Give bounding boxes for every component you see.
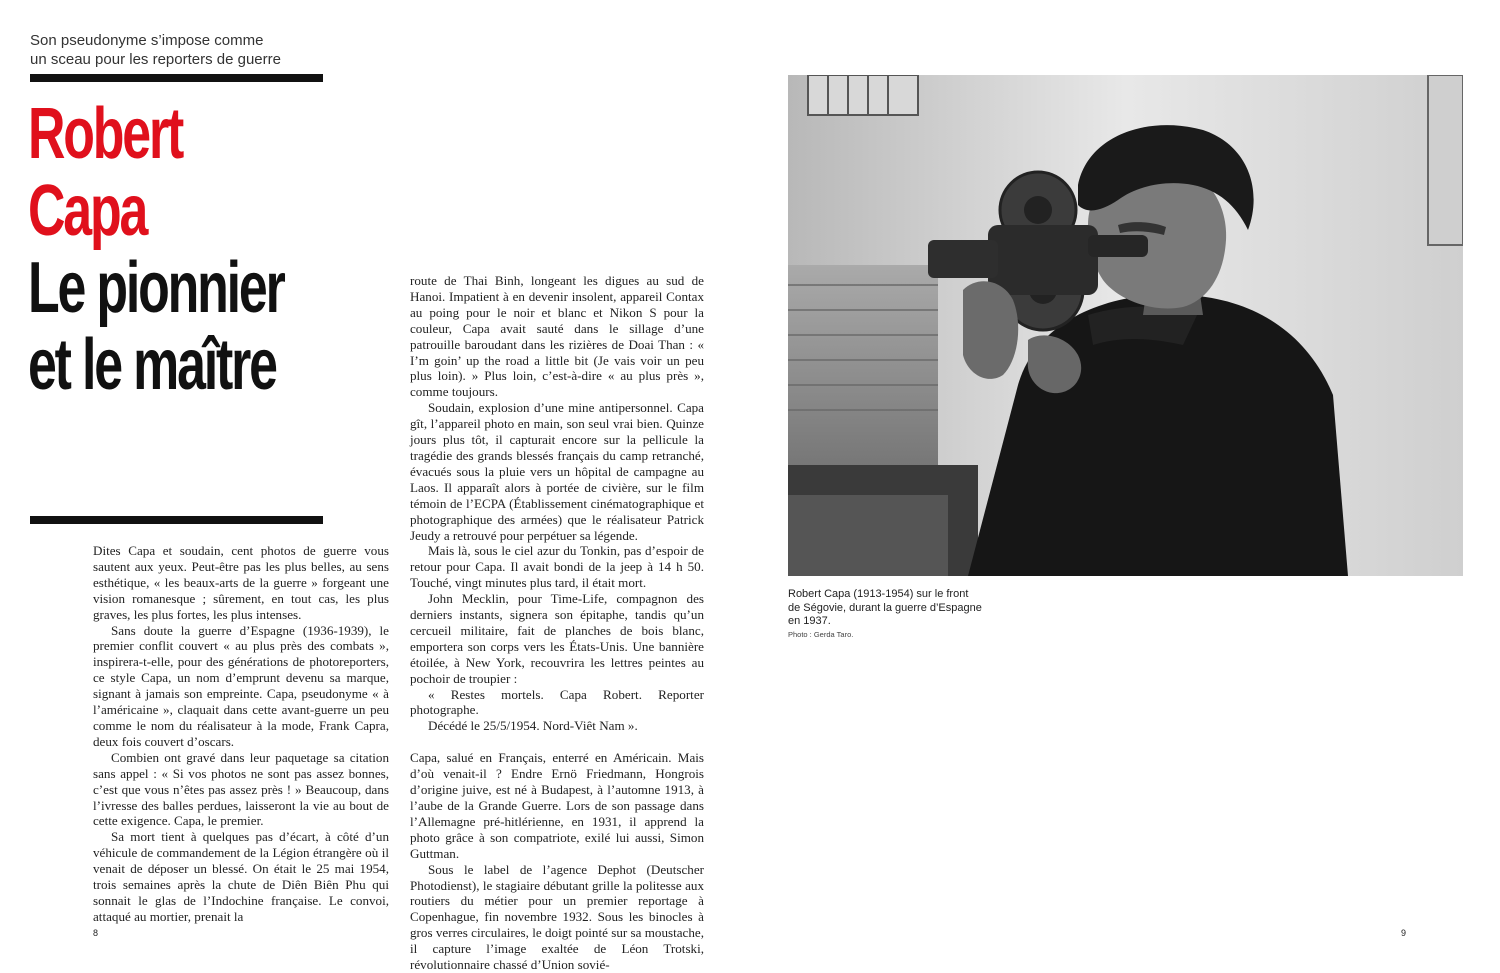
paragraph: Sous le label de l’agence Dephot (Deutscher Photodienst), le stagiaire débutant grille la politesse aux routiers du métier pour un premier reportage à Copenhague, fin novembre 1932. Sous les binocles à gros verres circulaires, le doigt pointé sur sa moustache, il capture l’image exaltée de Léon Trotski, révolutionnaire chassé d’Union sovié- <box>410 861 704 973</box>
title-line-capa: Capa <box>28 171 147 251</box>
bottom-rule <box>30 516 323 524</box>
title-line-maitre: et le maître <box>28 325 276 405</box>
paragraph: Sa mort tient à quelques pas d’écart, à côté d’un véhicule de commandement de la Légion étrangère où il venait de déposer un blessé. On était le 25 mai 1954, trois semaines après la chute de Diên Biên Phu qui sonnait le glas de l’Indochine française. Le convoi, attaqué au mortier, prenait la <box>93 829 389 924</box>
article-title <box>28 96 388 404</box>
caption-line-1: Robert Capa (1913-1954) sur le front <box>788 588 969 600</box>
paragraph: John Mecklin, pour Time-Life, compagnon des derniers instants, signera son épitaphe, tandis qu’un cercueil militaire, fait de planches de bois blanc, emportera son corps vers les États-Unis. Une bannière étoilée, à New York, recouvrira les lettres peintes au pochoir de troupier : <box>410 591 704 686</box>
page-number-right: 9 <box>1401 928 1407 938</box>
page-number-left: 8 <box>93 928 99 938</box>
caption-line-2: de Ségovie, durant la guerre d’Espagne <box>788 601 982 614</box>
paragraph: « Restes mortels. Capa Robert. Reporter photographe. <box>410 686 704 718</box>
kicker-line-2: un sceau pour les reporters de guerre <box>30 51 281 68</box>
paragraph: Sans doute la guerre d’Espagne (1936-1939), le premier conflit couvert « au plus près des combats », inspirera-t-elle, pour des générations de photoreporters, ce style Capa, un nom d’emprunt devenu sa marque, signant à jamais son empreinte. Capa, pseudonyme « à l’américaine », claquait dans cette avant-guerre un peu comme le nom du réalisateur à la mode, Frank Capra, deux fois couvert d’oscars. <box>93 622 389 749</box>
caption-line-3: en 1937. <box>788 615 831 627</box>
photo-illustration <box>788 75 1463 576</box>
paragraph: Soudain, explosion d’une mine antipersonnel. Capa gît, l’appareil photo en main, son seul vrai bien. Quinze jours plus tôt, il capturait encore sur la pellicule la tragédie des grands blessés français du camp retranché, évacués sous la pluie vers un hôpital de campagne au Laos. Il apparaît alors à portée de civière, sur le film témoin de l’ECPA (Établissement cinématographique et photographique des armées) que le réalisateur Patrick Jeudy a retrouvé pour perpétuer sa légende. <box>410 400 704 543</box>
photo-credit: Photo : Gerda Taro. <box>788 629 854 639</box>
paragraph: Dites Capa et soudain, cent photos de guerre vous sautent aux yeux. Peut-être pas les plus belles, au sens esthétique, « les beaux-arts de la guerre » forgeant une vision romanesque ; sûrement, en tout cas, les plus graves, les plus fortes, les plus intenses. <box>93 543 389 622</box>
body-column-1 <box>93 543 389 925</box>
title-line-robert: Robert <box>28 94 183 174</box>
paragraph: Mais là, sous le ciel azur du Tonkin, pas d’espoir de retour pour Capa. Il avait bondi de la jeep à 14 h 50. Touché, vingt minutes plus tard, il était mort. <box>410 543 704 591</box>
paragraph: route de Thai Binh, longeant les digues au sud de Hanoi. Impatient à en devenir insolent, appareil Contax au poing pour le noir et blanc et Nikon S pour la couleur, Capa avait sauté dans le sillage d’une patrouille baroudant dans les rizières de Doai Than : « I’m goin’ up the road a little bit (Je vais voir un peu plus loin). » Plus loin, c’est-à-dire « au plus près », comme toujours. <box>410 273 704 400</box>
photo-caption <box>788 588 1008 640</box>
kicker <box>30 31 330 69</box>
title-line-pionnier: Le pionnier <box>28 248 284 328</box>
paragraph: Capa, salué en Français, enterré en Américain. Mais d’où venait-il ? Endre Ernö Friedmann, Hongrois d’origine juive, est né à Budapest, à l’automne 1913, à l’aube de la Grande Guerre. Lors de son passage dans l’Allemagne pré-hitlérienne, en 1931, il apprend la photo grâce à son compatriote, exilé lui aussi, Simon Guttman. <box>410 750 704 861</box>
kicker-line-1: Son pseudonyme s’impose comme <box>30 32 264 49</box>
paragraph: Combien ont gravé dans leur paquetage sa citation sans appel : « Si vos photos ne sont pas assez bonnes, c’est que vous n’êtes pas assez près ! » Beaucoup, dans l’ivresse des balles perdues, laisseront la vie au bout de cette exigence. Capa, le premier. <box>93 749 389 829</box>
capa-photo <box>788 75 1463 576</box>
body-column-2 <box>410 273 704 973</box>
paragraph: Décédé le 25/5/1954. Nord-Viêt Nam ». <box>428 718 638 734</box>
top-rule <box>30 74 323 82</box>
